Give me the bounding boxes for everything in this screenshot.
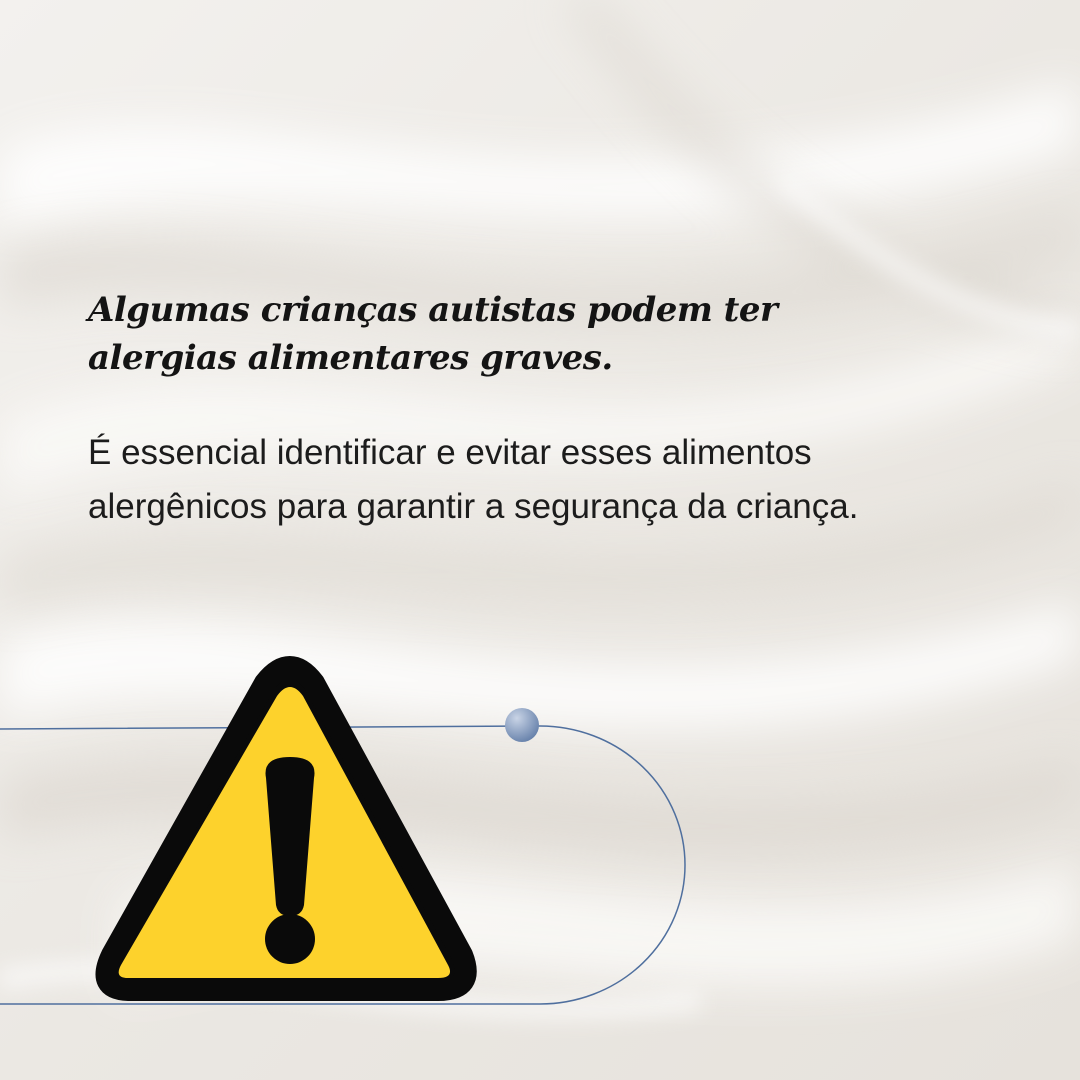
body-line: alergênicos para garantir a segurança da criança.: [88, 487, 859, 526]
text-block: [88, 286, 1008, 534]
body-line: É essencial identificar e evitar esses alimentos: [88, 433, 812, 472]
body-text: [88, 426, 1008, 534]
headline: [88, 286, 1008, 382]
headline-line: Algumas crianças autistas podem ter: [88, 290, 778, 330]
headline-line: alergias alimentares graves.: [88, 338, 613, 378]
